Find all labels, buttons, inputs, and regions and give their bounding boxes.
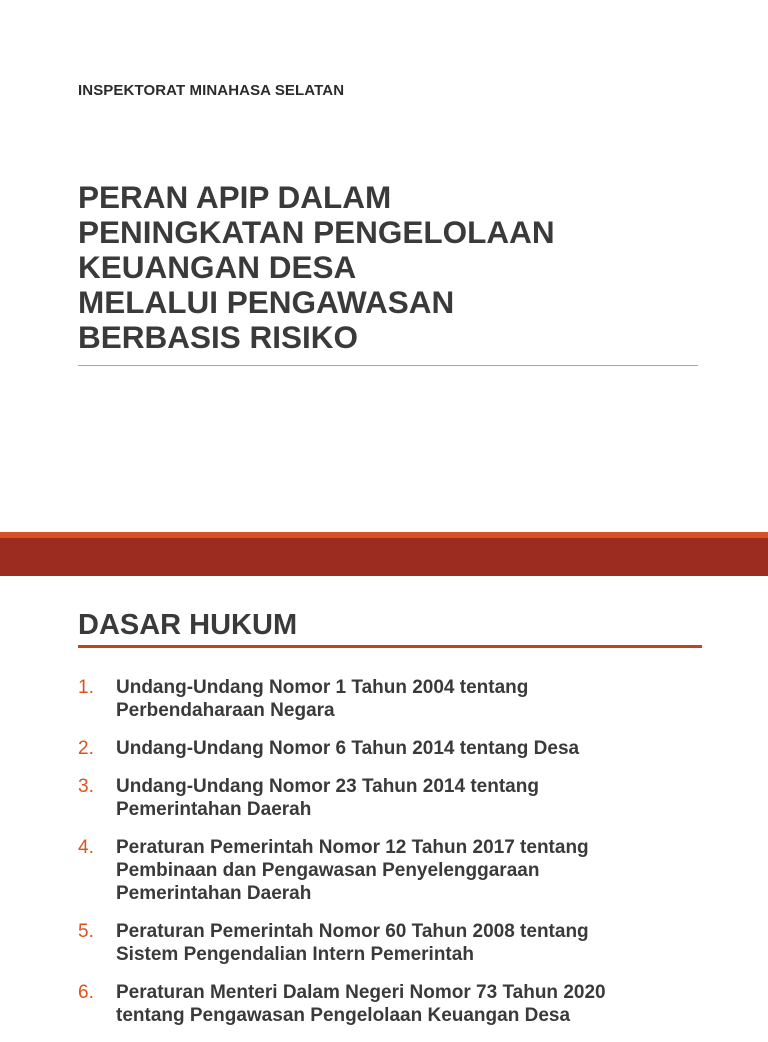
title-line: BERBASIS RISIKO xyxy=(78,319,359,355)
list-item-line: Sistem Pengendalian Intern Pemerintah xyxy=(116,944,474,965)
list-item-line: Peraturan Pemerintah Nomor 60 Tahun 2008 tentang xyxy=(116,921,589,942)
list-item-line: Pembinaan dan Pengawasan Penyelenggaraan xyxy=(116,860,540,881)
heading-underline xyxy=(78,645,702,648)
list-number: 3. xyxy=(78,776,94,797)
legal-basis-slide xyxy=(0,576,768,1024)
title-line: PENINGKATAN PENGELOLAAN xyxy=(78,214,555,250)
list-item-line: Perbendaharaan Negara xyxy=(116,700,335,721)
list-item xyxy=(78,737,718,760)
list-item-line: Pemerintahan Daerah xyxy=(116,799,312,820)
list-item-line: Peraturan Pemerintah Nomor 12 Tahun 2017 tentang xyxy=(116,837,589,858)
slide-title xyxy=(78,180,718,355)
list-item xyxy=(78,775,718,821)
list-number: 6. xyxy=(78,982,94,1003)
list-item-line: tentang Pengawasan Pengelolaan Keuangan Desa xyxy=(116,1005,571,1026)
list-item-line: Undang-Undang Nomor 1 Tahun 2004 tentang xyxy=(116,677,529,698)
list-item-line: Peraturan Menteri Dalam Negeri Nomor 73 Tahun 2020 xyxy=(116,982,606,1003)
list-number: 2. xyxy=(78,738,94,759)
list-item xyxy=(78,981,718,1027)
list-item-line: Pemerintahan Daerah xyxy=(116,883,312,904)
slide-separator-band xyxy=(0,538,768,576)
slide-heading: DASAR HUKUM xyxy=(78,609,298,641)
legal-basis-list xyxy=(78,676,718,1042)
title-divider xyxy=(78,365,698,366)
title-line: MELALUI PENGAWASAN xyxy=(78,284,455,320)
list-number: 1. xyxy=(78,677,94,698)
list-number: 4. xyxy=(78,837,94,858)
list-item xyxy=(78,676,718,722)
list-item-line: Undang-Undang Nomor 6 Tahun 2014 tentang Desa xyxy=(116,738,580,759)
list-number: 5. xyxy=(78,921,94,942)
list-item xyxy=(78,836,718,905)
organization-name: INSPEKTORAT MINAHASA SELATAN xyxy=(78,82,345,99)
list-item xyxy=(78,920,718,966)
title-line: KEUANGAN DESA xyxy=(78,249,357,285)
title-line: PERAN APIP DALAM xyxy=(78,179,392,215)
list-item-line: Undang-Undang Nomor 23 Tahun 2014 tentang xyxy=(116,776,539,797)
